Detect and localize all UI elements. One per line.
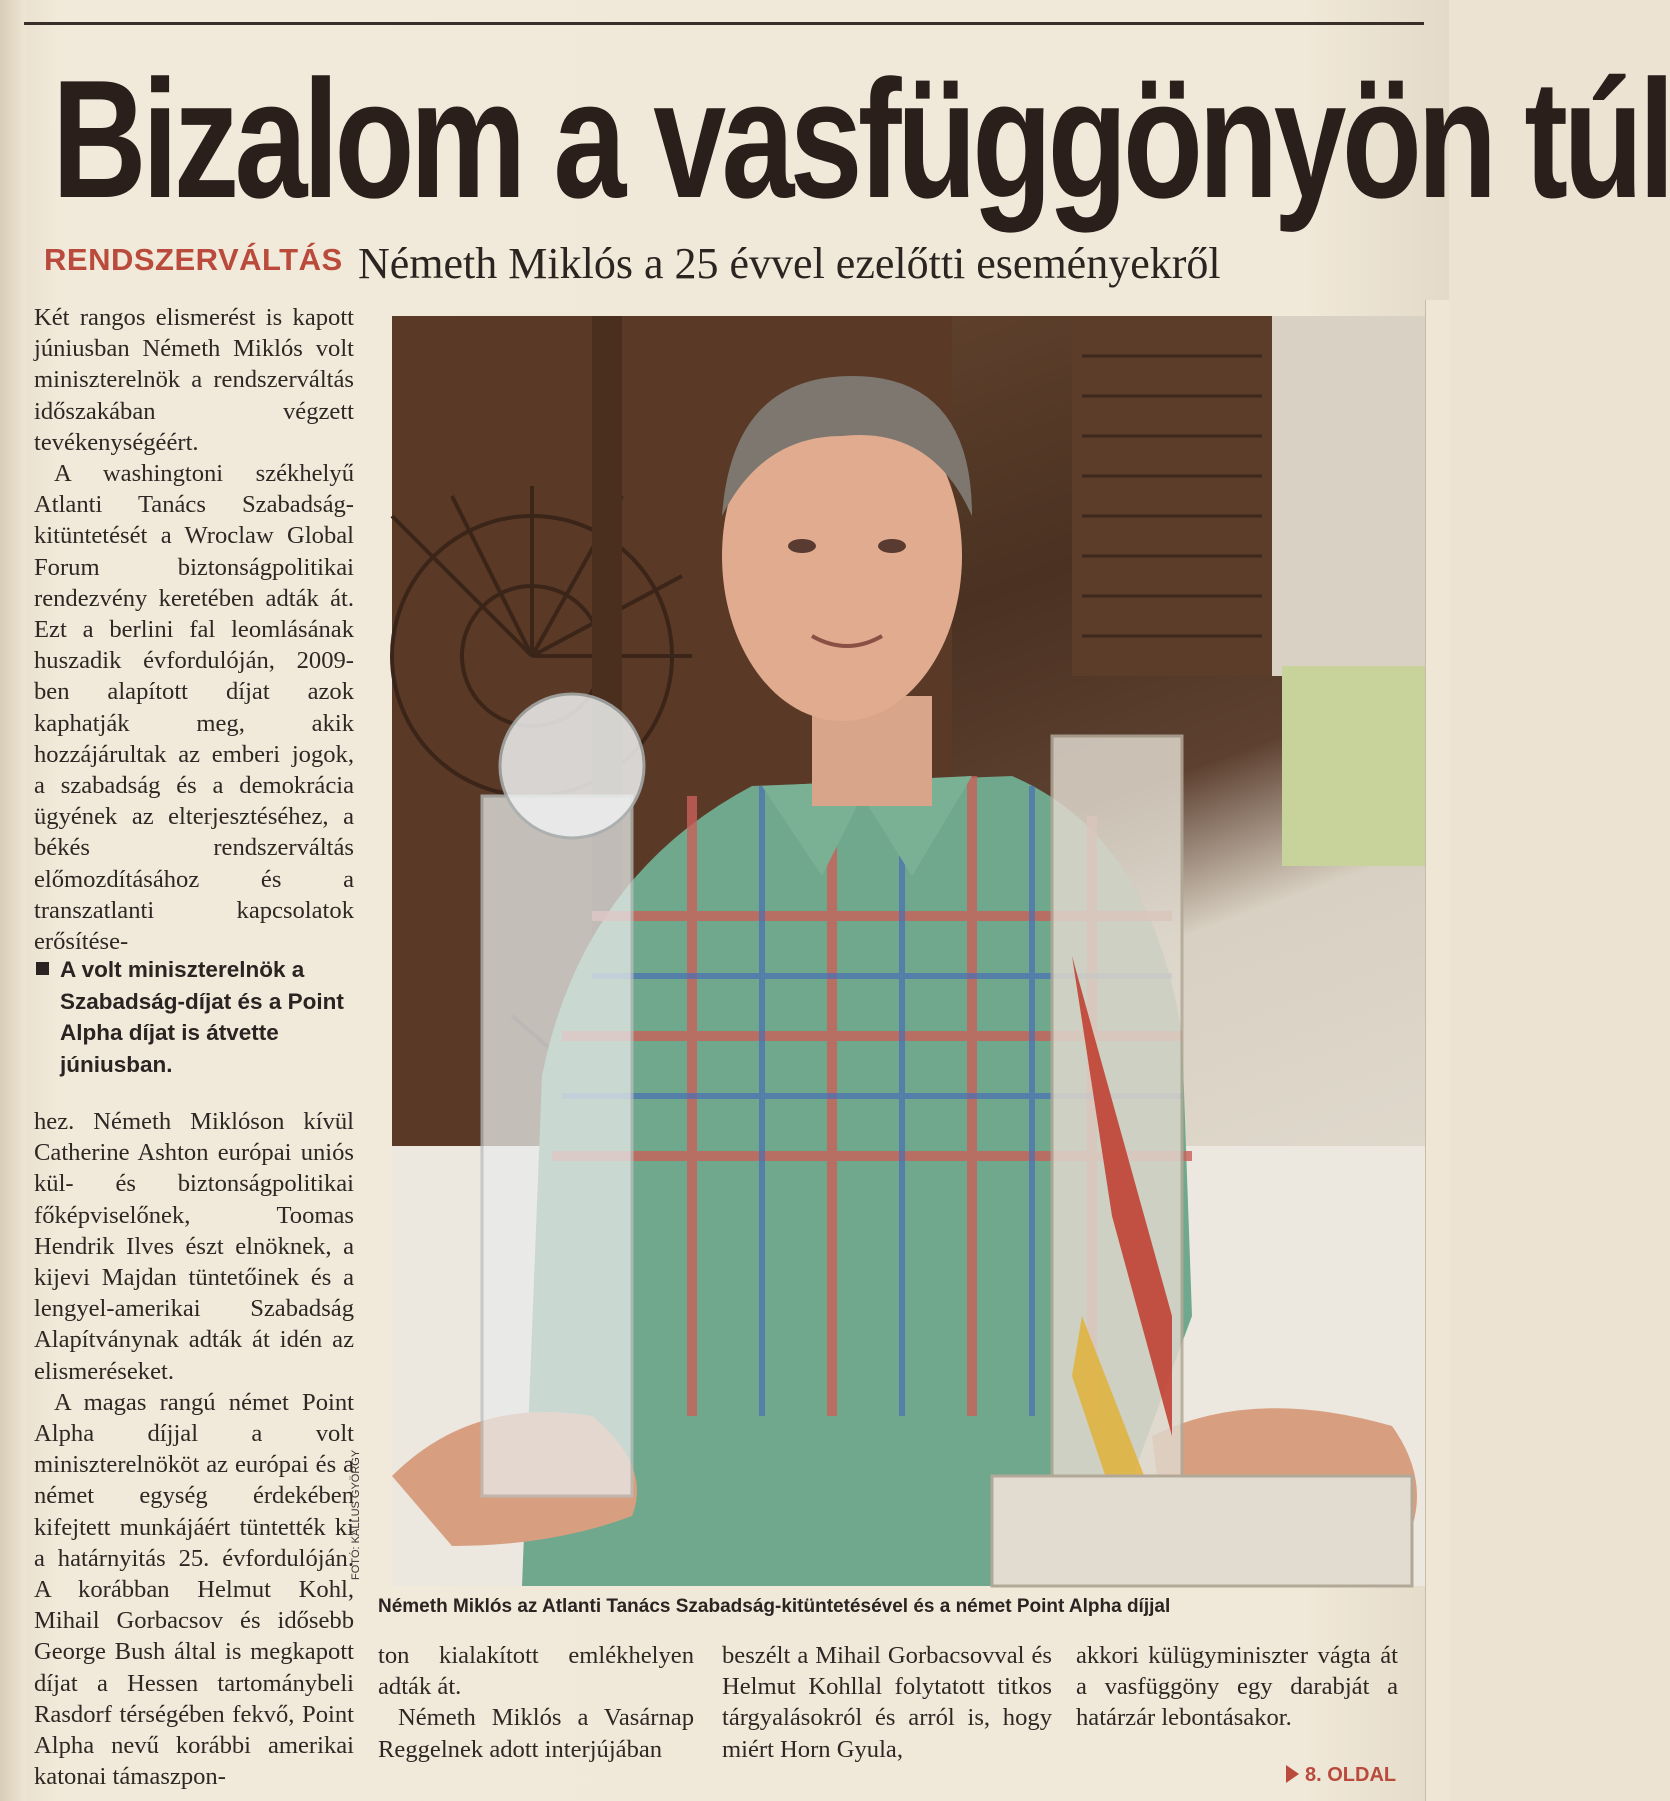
article-column-4 xyxy=(1076,1640,1398,1734)
article-column-3 xyxy=(722,1640,1052,1765)
paragraph: akkori külügyminiszter vágta át a vasfüggöny egy darabját a határzár lebontásakor. xyxy=(1076,1642,1398,1732)
article-column-2 xyxy=(378,1640,694,1765)
continued-on-page[interactable] xyxy=(1286,1764,1396,1787)
adjacent-article-strip xyxy=(1425,300,1450,1801)
paragraph: hez. Németh Miklóson kívül Catherine Ashton európai uniós kül- és biztonságpolitikai főképviselőnek, Toomas Hendrik Ilves észt elnöknek, a kijevi Majdan tüntetőinek és a lengyel-amerikai Szabadság Alapítványnak adták át idén az elismeréseket. xyxy=(34,1108,354,1385)
subheadline: Németh Miklós a 25 évvel ezelőtti eseményekről xyxy=(358,239,1221,288)
section-kicker: RENDSZERVÁLTÁS xyxy=(44,242,343,277)
page-fold-edge xyxy=(0,0,26,1801)
green-chair xyxy=(1282,666,1444,866)
wall xyxy=(1272,316,1444,676)
paragraph: ton kialakított emlékhelyen adták át. xyxy=(378,1642,694,1701)
pull-quote xyxy=(32,954,362,1080)
headline: Bizalom a vasfüggönyön túl xyxy=(52,45,1670,233)
photo-caption: Németh Miklós az Atlanti Tanács Szabadság-kitüntetésével és a német Point Alpha díjjal xyxy=(378,1596,1171,1617)
square-bullet-icon xyxy=(36,962,49,975)
photo-credit: FOTÓ: KALLUS GYÖRGY xyxy=(350,1449,362,1580)
arrow-right-icon xyxy=(1286,1765,1299,1783)
article-column-1-bottom xyxy=(34,1106,354,1792)
paragraph: beszélt a Mihail Gorbacsovval és Helmut Kohllal folytatott titkos tárgyalásokról és arról is, hogy miért Horn Gyula, xyxy=(722,1642,1052,1763)
globe-icon xyxy=(500,694,644,838)
window-shutter xyxy=(1072,316,1272,676)
jump-label: 8. OLDAL xyxy=(1305,1764,1397,1786)
article-column-1-top xyxy=(34,302,354,957)
article-photo xyxy=(392,316,1444,1586)
glass-trophy xyxy=(482,796,632,1496)
eye xyxy=(878,539,906,553)
photo-illustration xyxy=(392,316,1444,1586)
paragraph: Németh Miklós a Vasárnap Reggelnek adott interjújában xyxy=(378,1704,694,1763)
trophy-base xyxy=(992,1476,1412,1586)
paragraph: Két rangos elismerést is kapott júniusban Németh Miklós volt miniszterelnök a rendszerváltás időszakában végzett tevékenységéért. xyxy=(34,304,354,456)
paragraph: A washingtoni székhelyű Atlanti Tanács Szabadság-kitüntetését a Wroclaw Global Forum biztonságpolitikai rendezvény keretében adták át. Ezt a berlini fal leomlásának huszadik évfordulóján, 2009-ben alapított díjat azok kaphatják meg, akik hozzájárultak az emberi jogok, a szabadság és a demokrácia ügyének az elterjesztéséhez, a békés rendszerváltás előmozdításához és a transzatlanti kapcsolatok erősítése- xyxy=(34,460,354,956)
top-rule xyxy=(24,22,1424,25)
eye xyxy=(788,539,816,553)
pull-quote-text: A volt miniszterelnök a Szabadság-díjat és a Point Alpha díjat is átvette júniusban. xyxy=(60,957,344,1077)
paragraph: A magas rangú német Point Alpha díjjal a volt miniszterelnököt az európai és a német egység érdekében kifejtett munkájáért tüntették ki a határnyitás 25. évfordulóján. A korábban Helmut Kohl, Mihail Gorbacsov és idősebb George Bush által is megkapott díjat a Hessen tartománybeli Rasdorf térségében fekvő, Point Alpha nevű korábbi amerikai katonai támaszpon- xyxy=(34,1388,354,1791)
